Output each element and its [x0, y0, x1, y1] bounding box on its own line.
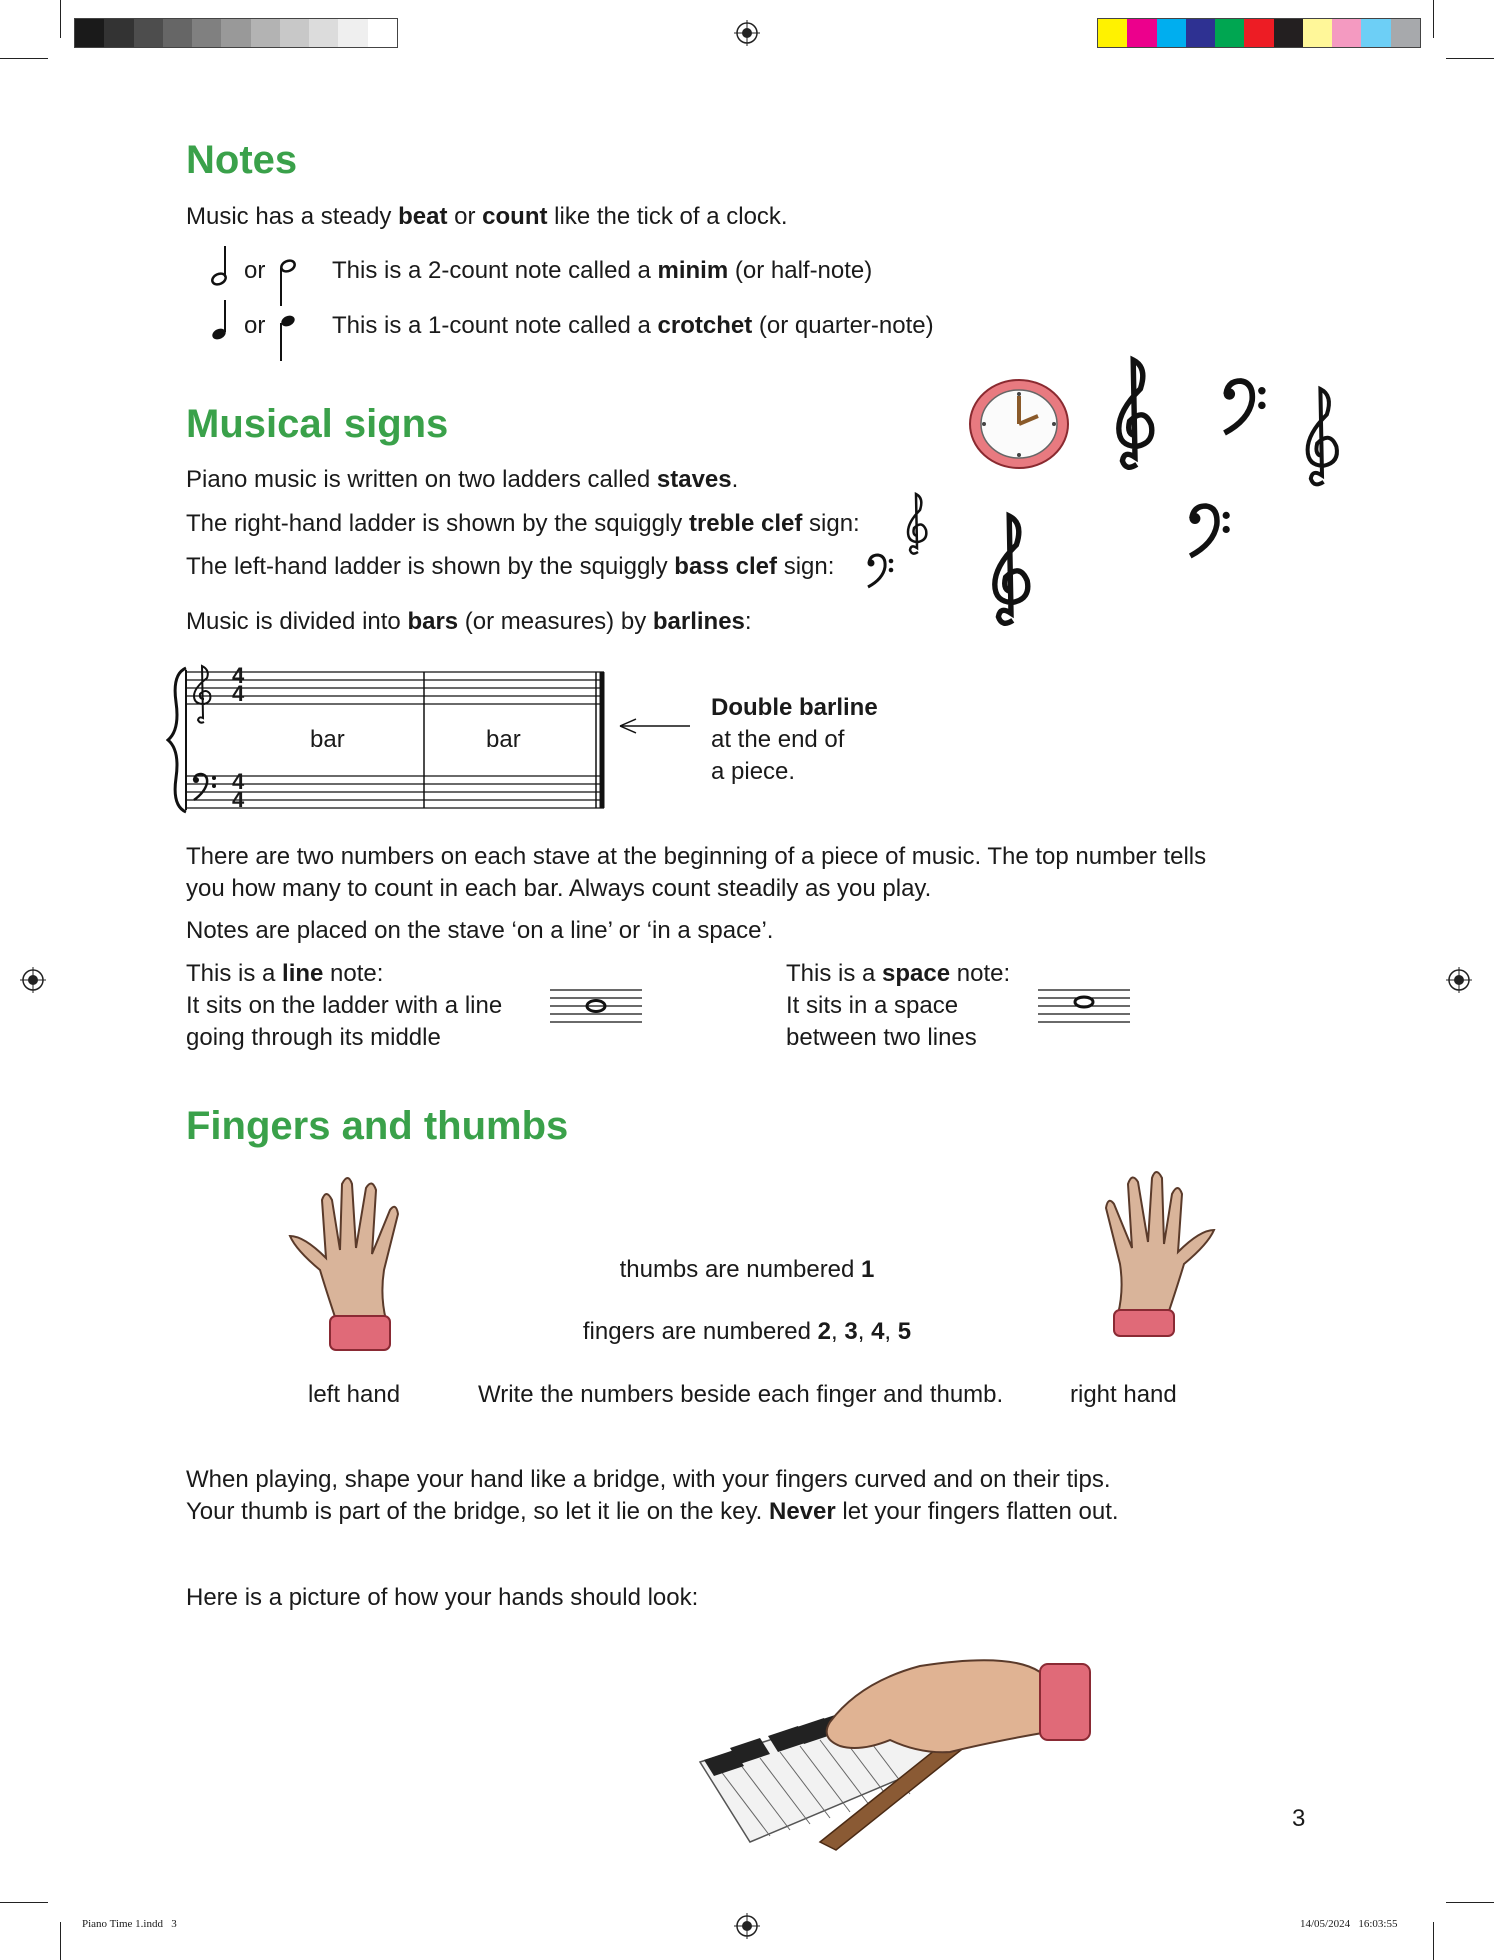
minim-stem-down-icon: [276, 258, 300, 308]
line-note-desc: going through its middle: [186, 1024, 441, 1051]
hand-on-piano-illustration-icon: [690, 1642, 1130, 1852]
or-label: or: [244, 257, 266, 284]
treble-clef-illustration-icon: [1298, 374, 1346, 500]
line-space-paragraph: Notes are placed on the stave ‘on a line’ or ‘in a space’.: [186, 917, 774, 944]
or-label: or: [244, 312, 266, 339]
crop-mark: [0, 1902, 48, 1903]
crotchet-stem-down-icon: [276, 313, 300, 363]
space-note-desc: It sits in a space: [786, 992, 959, 1019]
crotchet-stem-up-icon: [210, 298, 234, 342]
treble-clef-icon: [902, 490, 932, 558]
bass-clef-text: The left-hand ladder is shown by the squiggly bass clef sign:: [186, 553, 835, 580]
treble-clef-illustration-icon: [1108, 348, 1162, 480]
staves-text: Piano music is written on two ladders called staves.: [186, 466, 739, 493]
left-hand-label: left hand: [308, 1381, 401, 1408]
notes-heading: Notes: [186, 138, 298, 182]
write-numbers-instruction: Write the numbers beside each finger and thumb.: [478, 1381, 1004, 1408]
fingers-heading: Fingers and thumbs: [186, 1104, 569, 1148]
barlines-text: Music is divided into bars (or measures) by barlines:: [186, 608, 752, 635]
bar-label: bar: [310, 726, 345, 753]
gray-scale-bar: [74, 18, 398, 48]
treble-clef-illustration-icon: [984, 504, 1038, 636]
space-note-staff-icon: [1036, 984, 1132, 1032]
time-signature-top: 4: [232, 663, 245, 688]
clock-illustration-icon: [968, 378, 1070, 470]
double-barline-desc: at the end of: [711, 726, 845, 753]
color-bar: [1097, 18, 1421, 48]
grand-staff: [166, 664, 726, 816]
bass-clef-illustration-icon: [1218, 374, 1270, 440]
registration-mark-icon: [734, 1913, 760, 1939]
time-signature-bottom: 4: [232, 681, 245, 706]
line-note-desc: It sits on the ladder with a line: [186, 992, 503, 1019]
time-signature-paragraph: There are two numbers on each stave at the beginning of a piece of music. The top number tells: [186, 843, 1207, 870]
double-barline-label: Double barline: [711, 694, 878, 721]
line-note-title: This is a line note:: [186, 960, 384, 987]
double-barline-desc: a piece.: [711, 758, 796, 785]
bass-clef-illustration-icon: [1184, 500, 1234, 562]
registration-mark-icon: [734, 20, 760, 46]
slug-left: Piano Time 1.indd 3: [82, 1918, 177, 1930]
time-signature-bottom: 4: [232, 787, 245, 812]
bar-label: bar: [486, 726, 521, 753]
registration-mark-icon: [1446, 967, 1472, 993]
bass-clef-icon: [864, 553, 896, 589]
crop-mark: [60, 1922, 61, 1960]
minim-description: This is a 2-count note called a minim (or half-note): [332, 257, 873, 284]
crop-mark: [1446, 58, 1494, 59]
line-note-staff-icon: [548, 984, 644, 1032]
registration-mark-icon: [20, 967, 46, 993]
minim-stem-up-icon: [210, 244, 234, 286]
fingers-text: fingers are numbered 2, 3, 4, 5: [582, 1318, 912, 1345]
crop-mark: [1433, 0, 1434, 38]
time-signature-paragraph: you how many to count in each bar. Always count steadily as you play.: [186, 875, 932, 902]
time-signature-top: 4: [232, 769, 245, 794]
thumbs-text: thumbs are numbered 1: [619, 1256, 875, 1283]
crop-mark: [1433, 1922, 1434, 1960]
bridge-paragraph: When playing, shape your hand like a bridge, with your fingers curved and on their tips.: [186, 1466, 1111, 1493]
bridge-paragraph: Your thumb is part of the bridge, so let it lie on the key. Never let your fingers flatten out.: [186, 1498, 1119, 1525]
right-hand-label: right hand: [1070, 1381, 1177, 1408]
picture-intro: Here is a picture of how your hands should look:: [186, 1584, 699, 1611]
crop-mark: [60, 0, 61, 38]
space-note-title: This is a space note:: [786, 960, 1011, 987]
slug-right: 14/05/2024 16:03:55: [1300, 1918, 1398, 1930]
musical-signs-heading: Musical signs: [186, 402, 449, 446]
notes-intro: Music has a steady beat or count like the tick of a clock.: [186, 203, 788, 230]
treble-clef-text: The right-hand ladder is shown by the squiggly treble clef sign:: [186, 510, 860, 537]
crop-mark: [0, 58, 48, 59]
crop-mark: [1446, 1902, 1494, 1903]
space-note-desc: between two lines: [786, 1024, 977, 1051]
page-number: 3: [1292, 1805, 1306, 1832]
crotchet-description: This is a 1-count note called a crotchet (or quarter-note): [332, 312, 934, 339]
